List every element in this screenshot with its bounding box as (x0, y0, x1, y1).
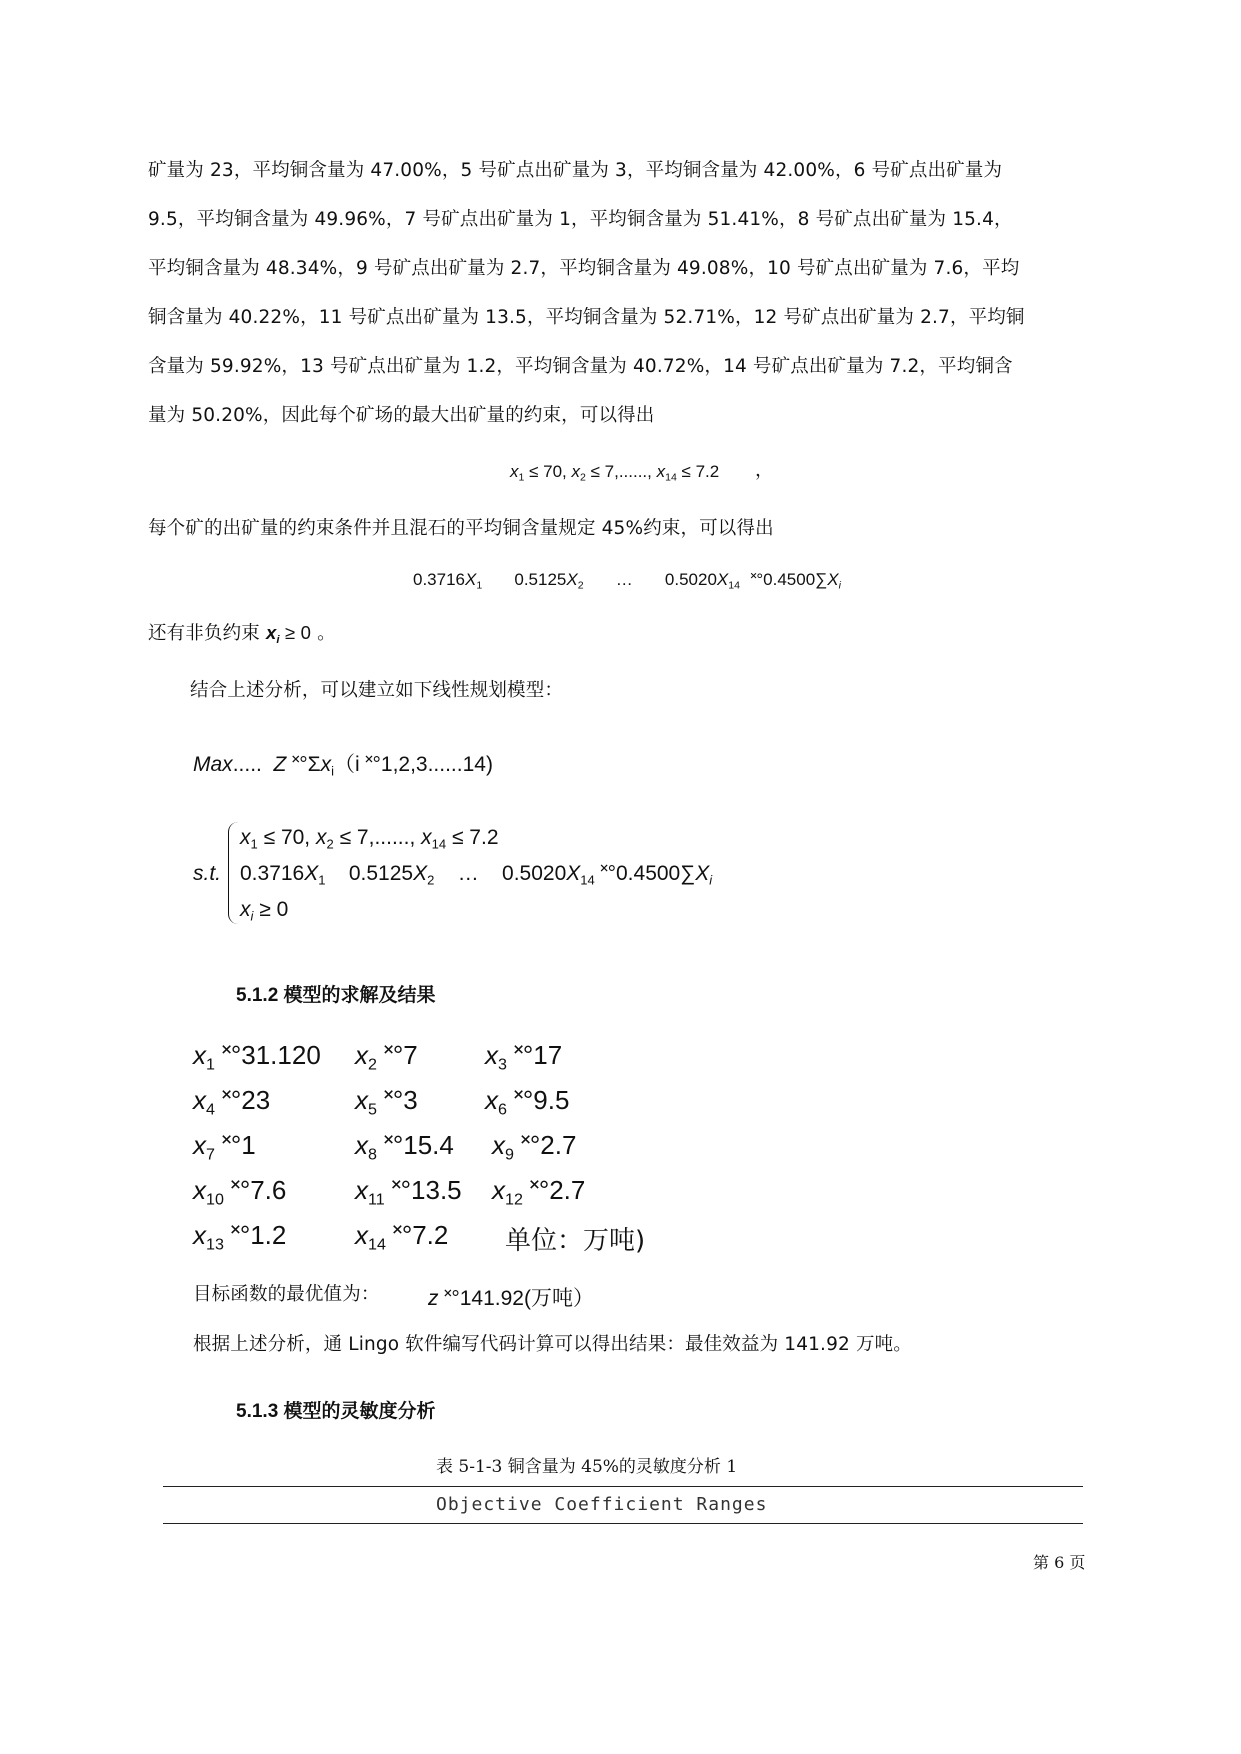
result-x1: $x_1$ ˟°31.120 (193, 1040, 321, 1074)
section-heading-512: 5.1.2 模型的求解及结果 (236, 985, 436, 1006)
result-x8: $x_8$ ˟°15.4 (355, 1130, 454, 1164)
model-intro-line: 结合上述分析，可以建立如下线性规划模型： (190, 680, 564, 701)
optimal-value: z ˟°141.92(万吨） (428, 1287, 594, 1310)
optimal-value-label: 目标函数的最优值为： (193, 1284, 380, 1305)
page-number: 第 6 页 (1033, 1553, 1086, 1572)
result-x13: $x_{13}$ ˟°1.2 (193, 1220, 287, 1254)
paragraph-line-5: 含量为 59.92%，13 号矿点出矿量为 1.2，平均铜含量为 40.72%，14 号矿点出矿量为 7.2，平均铜含 (148, 356, 1013, 377)
paragraph-line-4: 铜含量为 40.22%，11 号矿点出矿量为 13.5，平均铜含量为 52.71%，12 号矿点出矿量为 2.7，平均铜 (148, 307, 1025, 328)
units-note: 单位：万吨) (505, 1226, 646, 1256)
result-x5: $x_5$ ˟°3 (355, 1085, 418, 1119)
lingo-result-line: 根据上述分析，通 Lingo 软件编写代码计算可以得出结果：最佳效益为 141.92 万吨。 (193, 1334, 912, 1355)
equation-trailing-comma: ， (755, 460, 774, 481)
paragraph-line-2: 9.5，平均铜含量为 49.96%，7 号矿点出矿量为 1，平均铜含量为 51.41%，8 号矿点出矿量为 15.4， (148, 209, 1013, 230)
table-caption: 表 5-1-3 铜含量为 45%的灵敏度分析 1 (436, 1457, 738, 1477)
result-x2: $x_2$ ˟°7 (355, 1040, 418, 1074)
objective-function: Max..... Z $˟^\circ\Sigma x_i(i$ ˟°1,2,3......14) (193, 753, 493, 779)
result-x7: $x_7$ ˟°1 (193, 1130, 256, 1164)
copper-constraint-line: 每个矿的出矿量的约束条件并且混石的平均铜含量规定 45%约束，可以得出 (148, 518, 774, 539)
equation-max-output: $x_1 \le 70$, $x_2 \le 7$,......, $x_{14} \le 7.2$ (510, 462, 720, 484)
result-x3: $x_3$ ˟°17 (485, 1040, 563, 1074)
result-x4: $x_4$ ˟°23 (193, 1085, 271, 1119)
st-label: s.t. (193, 862, 222, 885)
result-x10: $x_{10}$ ˟°7.6 (193, 1175, 287, 1209)
result-x14: $x_{14}$ ˟°7.2 (355, 1220, 449, 1254)
constraint-line-2: $0.3716X_1$ $0.5125X_2$ … $0.5020X_{14}$ $˟^\circ 0.4500\sum X_i$ (240, 862, 713, 888)
constraint-line-3: $x_i \ge 0$ (240, 898, 289, 924)
result-x11: $x_{11}$ ˟°13.5 (355, 1175, 462, 1209)
paragraph-line-1: 矿量为 23，平均铜含量为 47.00%，5 号矿点出矿量为 3，平均铜含量为 42.00%，6 号矿点出矿量为 (148, 160, 1003, 181)
section-heading-513: 5.1.3 模型的灵敏度分析 (236, 1401, 436, 1422)
table-top-rule (163, 1486, 1083, 1487)
result-x12: $x_{12}$ ˟°2.7 (492, 1175, 586, 1209)
equation-copper-constraint: $0.3716X_1$ $0.5125X_2$ … $0.5020X_{14}$ $˟^\circ 0.4500\sum X_i$ (413, 570, 841, 592)
result-x6: $x_6$ ˟°9.5 (485, 1085, 570, 1119)
constraint-line-1: $x_1 \le 70$, $x_2 \le 7$,......, $x_{14} \le 7.2$ (240, 826, 499, 852)
result-x9: $x_9$ ˟°2.7 (492, 1130, 577, 1164)
table-header: Objective Coefficient Ranges (436, 1494, 768, 1515)
table-header-rule (163, 1523, 1083, 1524)
nonnegative-line: 还有非负约束 $x_i \ge 0$ 。 (148, 622, 336, 646)
paragraph-line-6: 量为 50.20%，因此每个矿场的最大出矿量的约束，可以得出 (148, 405, 655, 426)
paragraph-line-3: 平均铜含量为 48.34%，9 号矿点出矿量为 2.7，平均铜含量为 49.08%，10 号矿点出矿量为 7.6，平均 (148, 258, 1020, 279)
